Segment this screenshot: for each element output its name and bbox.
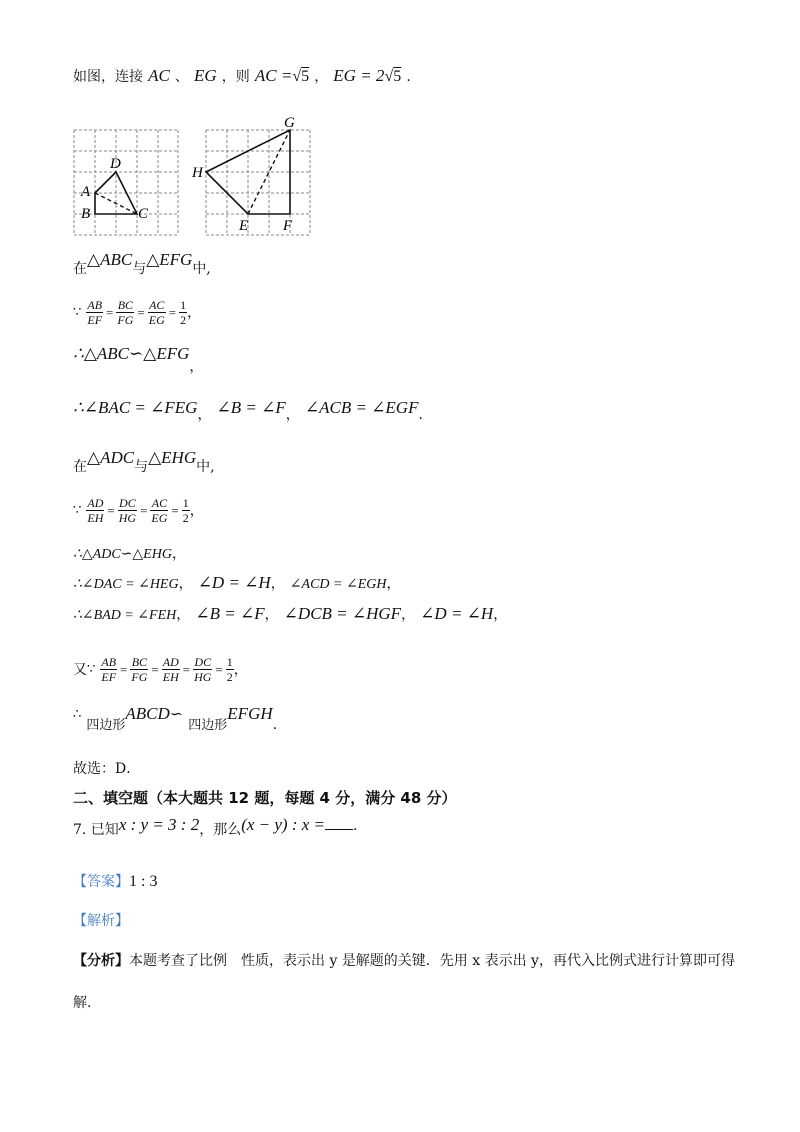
block2-ratio: ∵ $\frac{AD}{EH}$ = $\frac{DC}{HG}$ = $\frac{AC}{EG}$ = $\frac{1}{2}$ ， bbox=[73, 496, 204, 525]
similar-statement: ∴△ABC∽△EFG bbox=[73, 344, 190, 363]
then-text: ，则 bbox=[221, 69, 250, 85]
because-symbol: ∵ bbox=[73, 503, 82, 518]
angle-eq-3: ∠ACB = ∠EGF bbox=[304, 398, 419, 417]
quad-label: 四边形 bbox=[86, 718, 126, 733]
label-f: F bbox=[283, 218, 293, 234]
label-c: C bbox=[138, 206, 149, 222]
similar-statement: ∴△ADC∽△EHG bbox=[73, 547, 172, 562]
analysis-line-2: 解. bbox=[73, 995, 92, 1011]
figure-right bbox=[192, 114, 322, 238]
label-b: B bbox=[81, 206, 91, 222]
then-text: ，那么 bbox=[199, 822, 242, 838]
comma: ， bbox=[386, 576, 401, 592]
angle-eq-b: ∠B = ∠F bbox=[195, 604, 265, 623]
comma: ， bbox=[176, 607, 191, 623]
comma: ， bbox=[197, 407, 212, 423]
comma: ， bbox=[178, 576, 193, 592]
answer-blank[interactable] bbox=[325, 817, 353, 830]
zhong-text: 中, bbox=[192, 261, 211, 277]
angle-eq-3: ∠ACD = ∠EGH bbox=[289, 577, 387, 592]
block2-intro bbox=[73, 448, 215, 476]
analysis-tag: 【解析】 bbox=[73, 913, 129, 929]
separator: 、 bbox=[174, 69, 189, 85]
segment-ac: AC bbox=[148, 66, 170, 85]
comma: ， bbox=[189, 503, 204, 519]
label-a: A bbox=[81, 184, 91, 200]
eq-ac-radicand: 5 bbox=[301, 68, 310, 85]
fraction: $\frac{AD}{EH}$ bbox=[87, 496, 104, 525]
choice-text: 故选：D． bbox=[73, 761, 141, 777]
label-g: G bbox=[284, 115, 295, 131]
comma: ， bbox=[187, 305, 202, 321]
intro-line bbox=[73, 66, 411, 86]
label-e: E bbox=[239, 218, 249, 234]
angle-eq-1: ∴∠BAC = ∠FEG bbox=[73, 398, 198, 417]
block3-ratio: 又∵ $\frac{AB}{EF}$ = $\frac{BC}{FG}$ = $\frac{AD}{EH}$ = $\frac{DC}{HG}$ = $\frac{1}{2}$ ， bbox=[73, 655, 248, 684]
block1-ratio: ∵ $\frac{AB}{EF}$ = $\frac{BC}{FG}$ = $\frac{AC}{EG}$ = $\frac{1}{2}$ ， bbox=[73, 298, 202, 327]
therefore-symbol: ∴ bbox=[73, 707, 82, 722]
zai-text: 在 bbox=[73, 459, 87, 475]
given-ratio: x : y = 3 : 2 bbox=[118, 815, 200, 834]
analysis-line-1 bbox=[73, 950, 735, 970]
quad-abcd-name: ABCD bbox=[125, 704, 170, 723]
fraction: $\frac{AC}{EG}$ bbox=[148, 298, 165, 327]
triangle-adc: △ADC bbox=[87, 448, 135, 467]
fraction: $\frac{DC}{HG}$ bbox=[194, 655, 212, 684]
fraction: $\frac{AB}{EF}$ bbox=[101, 655, 117, 684]
comma: ， bbox=[285, 407, 300, 423]
answer-value: 1 : 3 bbox=[129, 873, 158, 890]
similar-symbol: ∽ bbox=[169, 706, 184, 723]
period: . bbox=[353, 818, 358, 834]
question-expression: (x − y) : x = bbox=[241, 815, 326, 834]
comma: ， bbox=[314, 69, 329, 85]
quad-efgh-name: EFGH bbox=[227, 704, 273, 723]
question-number: 7. 已知 bbox=[73, 822, 119, 838]
period: . bbox=[418, 407, 423, 423]
angle-eq-d: ∠D = ∠H bbox=[420, 604, 494, 623]
comma: ， bbox=[493, 607, 508, 623]
question-7 bbox=[73, 815, 357, 839]
comma: ， bbox=[270, 576, 285, 592]
answer-line bbox=[73, 871, 157, 891]
yu-text: 与 bbox=[134, 459, 149, 475]
triangle-ehg: △EHG bbox=[148, 448, 197, 467]
sqrt-icon: √ bbox=[292, 68, 302, 85]
period: . bbox=[272, 717, 278, 733]
comma: ， bbox=[171, 546, 186, 562]
answer-tag: 【答案】 bbox=[73, 874, 129, 890]
triangle-abc: △ABC bbox=[87, 250, 133, 269]
block1-similar bbox=[73, 344, 203, 376]
because-symbol: ∵ bbox=[73, 305, 82, 320]
fraction: $\frac{1}{2}$ bbox=[180, 298, 187, 327]
intro-text: 如图，连接 bbox=[73, 69, 143, 85]
eq-eg-lhs: EG = 2 bbox=[333, 66, 385, 85]
fraction: $\frac{BC}{FG}$ bbox=[131, 655, 148, 684]
zai-text: 在 bbox=[73, 261, 87, 277]
zhong-text: 中, bbox=[196, 459, 215, 475]
fraction: $\frac{DC}{HG}$ bbox=[118, 496, 137, 525]
fraction: $\frac{BC}{FG}$ bbox=[117, 298, 134, 327]
sqrt-icon: √ bbox=[384, 68, 394, 85]
block2-angles-sum bbox=[73, 604, 507, 624]
block2-angles bbox=[73, 573, 400, 593]
section-heading: 二、填空题（本大题共 12 题，每题 4 分，满分 48 分） bbox=[73, 789, 457, 807]
because-symbol: ∵ bbox=[87, 662, 96, 677]
angle-eq-dcb: ∠DCB = ∠HGF bbox=[283, 604, 402, 623]
comma: ， bbox=[401, 607, 416, 623]
period: . bbox=[406, 69, 411, 85]
block3-conclusion bbox=[73, 704, 277, 733]
label-d: D bbox=[110, 156, 121, 172]
block1-intro bbox=[73, 250, 211, 278]
angle-eq-bad: ∴∠BAD = ∠FEH bbox=[73, 608, 177, 623]
comma: ， bbox=[189, 359, 204, 375]
fraction: $\frac{1}{2}$ bbox=[182, 496, 189, 525]
angle-eq-2: ∠B = ∠F bbox=[216, 398, 286, 417]
you-text: 又 bbox=[73, 662, 87, 678]
comma: ， bbox=[264, 607, 279, 623]
block1-angles bbox=[73, 398, 423, 424]
analysis-label: 【分析】 bbox=[73, 953, 129, 969]
fraction: $\frac{AD}{EH}$ bbox=[162, 655, 179, 684]
segment-eg: EG bbox=[194, 66, 217, 85]
fraction: $\frac{AC}{EG}$ bbox=[151, 496, 168, 525]
quad-label: 四边形 bbox=[188, 718, 228, 733]
figure-left bbox=[72, 128, 180, 238]
label-h: H bbox=[192, 165, 203, 181]
angle-eq-1: ∴∠DAC = ∠HEG bbox=[73, 577, 179, 592]
eq-eg-radicand: 5 bbox=[393, 68, 402, 85]
fraction: $\frac{AB}{EF}$ bbox=[87, 298, 103, 327]
angle-eq-2: ∠D = ∠H bbox=[197, 573, 271, 592]
block2-similar bbox=[73, 543, 186, 563]
yu-text: 与 bbox=[132, 261, 147, 277]
fraction: $\frac{1}{2}$ bbox=[226, 655, 233, 684]
triangle-efg: △EFG bbox=[146, 250, 193, 269]
eq-ac-lhs: AC = bbox=[254, 66, 293, 85]
analysis-text: 本题考查了比例 性质，表示出 y 是解题的关键．先用 x 表示出 y，再代入比例式进行计算即可得 bbox=[129, 953, 735, 969]
comma: ， bbox=[233, 662, 248, 678]
